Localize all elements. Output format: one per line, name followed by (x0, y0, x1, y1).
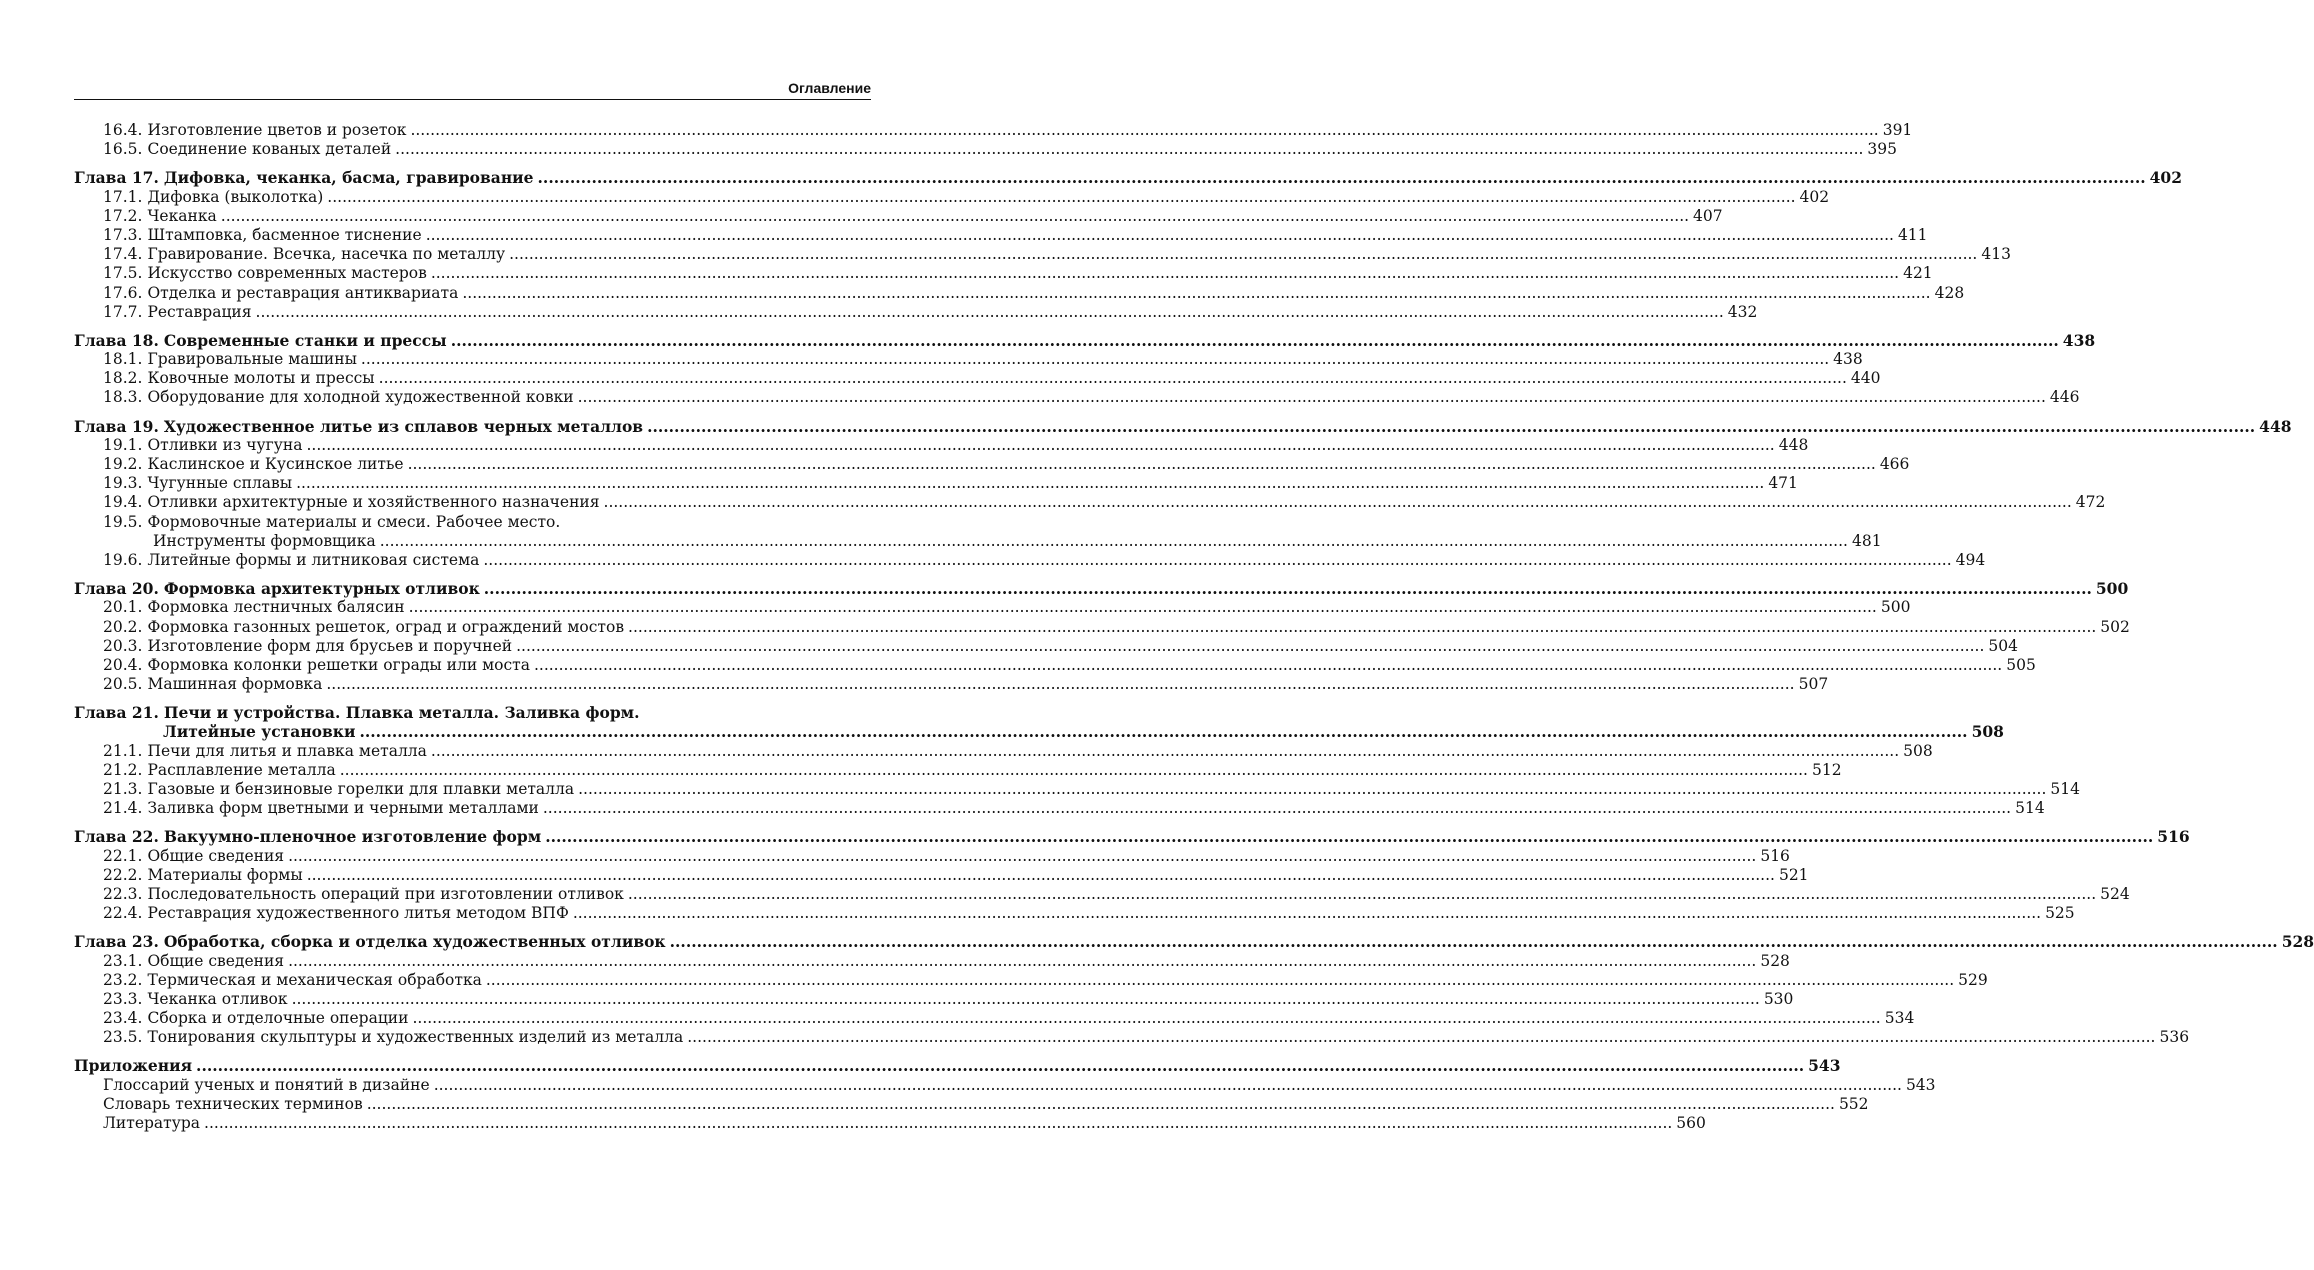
toc-section[interactable] (74, 865, 1809, 885)
table-of-contents (74, 121, 2314, 1133)
dot-leader (327, 188, 1795, 207)
toc-appendix-item[interactable] (74, 1075, 1936, 1095)
page-number: 514 (2015, 799, 2045, 818)
page-number: 446 (2049, 388, 2080, 407)
section-title: Формовочные материалы и смеси. Рабочее место. (147, 512, 561, 531)
dot-leader (288, 952, 1756, 971)
dot-leader (486, 971, 1954, 990)
page-number: 543 (1905, 1075, 1936, 1094)
dot-leader (288, 847, 1756, 866)
toc-section[interactable] (74, 493, 2106, 512)
toc-section[interactable] (74, 388, 2080, 407)
section-number: 20.4. (103, 655, 143, 674)
dot-leader (543, 799, 2011, 818)
toc-section[interactable] (74, 283, 1965, 303)
section-title: Материалы формы (147, 865, 303, 884)
dot-leader (307, 866, 1775, 885)
dot-leader (326, 675, 1794, 694)
page-number: 524 (2100, 884, 2130, 903)
toc-section[interactable] (74, 474, 1798, 493)
section-number: 17.4. (103, 245, 143, 264)
section-number: 20.1. (103, 598, 143, 617)
toc-section-continuation[interactable] (74, 531, 1882, 551)
chapter-title: Современные станки и прессы (163, 330, 447, 350)
toc-chapter[interactable] (74, 932, 2314, 952)
chapter-number: Глава 23. (74, 932, 159, 952)
section-title: Реставрация художественного литья методом ВПФ (147, 904, 569, 923)
section-title: Искусство современных мастеров (147, 264, 427, 283)
toc-section[interactable] (74, 435, 1809, 455)
dot-leader (628, 618, 2096, 637)
toc-section[interactable] (74, 799, 2045, 818)
dot-leader (359, 722, 1967, 741)
page-number: 534 (1884, 1009, 1915, 1028)
page-number: 438 (2062, 330, 2096, 350)
toc-section[interactable] (74, 225, 1928, 245)
toc-chapter[interactable] (74, 703, 871, 722)
chapter-title: Вакуумно-пленочное изготовление форм (163, 827, 542, 847)
toc-section[interactable] (74, 455, 1910, 474)
section-title: Заливка форм цветными и черными металлами (147, 799, 539, 818)
dot-leader (628, 885, 2096, 904)
page-number: 411 (1897, 225, 1928, 244)
section-number: 23.3. (103, 989, 143, 1008)
running-header-title: Оглавление (788, 80, 871, 96)
toc-section[interactable] (74, 264, 1933, 283)
page-number: 402 (1799, 187, 1830, 206)
section-number: 17.5. (103, 264, 143, 283)
dot-leader (578, 388, 2046, 407)
section-number: 22.4. (103, 904, 143, 923)
dot-leader (484, 579, 2092, 598)
page-number: 448 (2259, 416, 2292, 436)
chapter-number: Глава 21. (74, 703, 159, 723)
toc-section[interactable] (74, 187, 1830, 207)
dot-leader (534, 656, 2002, 675)
section-number: 19.1. (103, 435, 143, 454)
section-title: Общие сведения (147, 846, 285, 865)
dot-leader (204, 1114, 1672, 1133)
dot-leader (367, 1095, 1835, 1114)
page-number: 438 (1833, 350, 1863, 369)
toc-section[interactable] (74, 206, 1723, 226)
dot-leader (647, 417, 2255, 436)
toc-section[interactable] (74, 904, 2075, 923)
section-title: Оборудование для холодной художественной ковки (147, 388, 574, 407)
section-number: 23.1. (103, 951, 143, 970)
toc-section[interactable] (74, 598, 1911, 617)
dot-leader (578, 780, 2046, 799)
toc-section[interactable] (74, 302, 1758, 322)
section-number: 17.7. (103, 302, 143, 321)
section-title: Чеканка (147, 206, 217, 225)
section-title: Отливки из чугуна (147, 435, 303, 454)
section-number: 19.3. (103, 474, 143, 493)
dot-leader (296, 474, 1764, 493)
header-divider (74, 99, 871, 100)
section-title: Печи для литья и плавка металла (147, 741, 427, 760)
section-title: Гравирование. Всечка, насечка по металлу (147, 245, 506, 264)
toc-appendices[interactable] (74, 1056, 1841, 1076)
toc-section[interactable] (74, 675, 1829, 694)
page-number: 432 (1727, 302, 1758, 321)
toc-chapter[interactable] (74, 168, 2182, 188)
section-number: 20.3. (103, 636, 143, 655)
toc-chapter[interactable] (74, 416, 2292, 436)
toc-section[interactable] (74, 140, 1898, 159)
dot-leader (340, 761, 1808, 780)
section-number: 17.6. (103, 283, 143, 302)
dot-leader (426, 226, 1894, 245)
dot-leader (434, 1076, 1902, 1095)
section-number: 20.2. (103, 617, 143, 636)
toc-appendix-item[interactable] (74, 1114, 1706, 1133)
section-title: Каслинское и Кусинское литье (147, 455, 404, 473)
section-title: Тонирования скульптуры и художественных изделий из металла (147, 1028, 684, 1047)
page-number: 466 (1879, 455, 1910, 473)
page-number: 530 (1763, 989, 1794, 1008)
section-title: Отливки архитектурные и хозяйственного назначения (147, 493, 600, 512)
toc-chapter[interactable] (74, 827, 2190, 847)
section-title: Изготовление форм для брусьев и поручней (147, 636, 513, 655)
section-number: 21.2. (103, 760, 143, 779)
section-title: Гравировальные машины (147, 350, 357, 369)
appendix-title: Глоссарий ученых и понятий в дизайне (103, 1075, 430, 1094)
section-number: 19.2. (103, 455, 143, 473)
dot-leader (410, 121, 1878, 140)
section-number: 19.4. (103, 493, 143, 512)
toc-section[interactable] (74, 636, 2018, 656)
section-title: Отделка и реставрация антиквариата (147, 283, 459, 302)
section-title: Сборка и отделочные операции (147, 1009, 409, 1028)
page-number: 508 (1903, 741, 1933, 760)
dot-leader (545, 827, 2153, 846)
toc-section[interactable] (74, 951, 1790, 971)
dot-leader (361, 350, 1829, 369)
page-number: 448 (1778, 435, 1809, 454)
dot-leader (431, 264, 1899, 283)
dot-leader (408, 455, 1876, 474)
section-title: Реставрация (147, 302, 252, 321)
page-number: 407 (1693, 206, 1723, 225)
dot-leader (292, 990, 1760, 1009)
section-number: 17.1. (103, 187, 143, 206)
section-number: 18.2. (103, 369, 143, 388)
section-title: Ковочные молоты и прессы (147, 369, 375, 388)
section-title: Чугунные сплавы (147, 474, 293, 493)
section-number: 17.2. (103, 206, 143, 225)
chapter-number: Глава 20. (74, 579, 159, 599)
dot-leader (462, 284, 1930, 303)
toc-section[interactable] (74, 970, 1988, 990)
toc-section[interactable] (74, 617, 2130, 637)
page-number: 413 (1981, 245, 2011, 264)
section-number: 21.1. (103, 741, 143, 760)
toc-section[interactable] (74, 760, 1842, 780)
page-number: 516 (2157, 827, 2190, 847)
dot-leader (395, 140, 1863, 159)
dot-leader (409, 598, 1877, 617)
toc-section[interactable] (74, 780, 2080, 799)
page-number: 502 (2100, 617, 2130, 636)
page-number: 504 (1988, 636, 2018, 655)
page-number: 471 (1768, 474, 1798, 493)
toc-section[interactable] (74, 846, 1790, 866)
page-number: 514 (2050, 780, 2080, 798)
toc-chapter-continuation[interactable] (74, 722, 2004, 742)
section-number: 20.5. (103, 675, 143, 694)
chapter-title: Формовка архитектурных отливок (163, 579, 480, 599)
page-number: 481 (1851, 531, 1882, 550)
section-number: 18.3. (103, 388, 143, 407)
dot-leader (516, 637, 1984, 656)
section-number: 21.4. (103, 799, 143, 818)
section-title: Формовка колонки решетки ограды или моста (147, 655, 530, 674)
section-title: Изготовление цветов и розеток (147, 121, 407, 139)
dot-leader (573, 904, 2041, 923)
dot-leader (256, 303, 1724, 322)
toc-chapter[interactable] (74, 579, 2129, 599)
dot-leader (379, 369, 1847, 388)
page-number: 529 (1958, 970, 1988, 989)
toc-section[interactable] (74, 1009, 1915, 1028)
section-title: Чеканка отливок (147, 989, 288, 1008)
chapter-title: Печи и устройства. Плавка металла. Заливка форм. (163, 703, 640, 723)
chapter-number: Глава 19. (74, 416, 159, 436)
dot-leader (380, 532, 1848, 551)
toc-section[interactable] (74, 655, 2036, 675)
chapter-number: Глава 22. (74, 827, 159, 847)
section-number: 21.3. (103, 780, 143, 798)
dot-leader (451, 331, 2059, 350)
dot-leader (538, 168, 2146, 187)
dot-leader (670, 932, 2278, 951)
page-number: 494 (1955, 550, 1986, 569)
page-number: 440 (1850, 369, 1881, 388)
section-number: 16.4. (103, 121, 143, 139)
section-number: 19.5. (103, 512, 143, 531)
section-title: Последовательность операций при изготовлении отливок (147, 884, 624, 903)
dot-leader (196, 1056, 1804, 1075)
page-number: 402 (2149, 168, 2182, 188)
appendix-title: Литература (103, 1114, 201, 1132)
page-number: 543 (1808, 1056, 1841, 1076)
chapter-title: Художественное литье из сплавов черных металлов (163, 416, 644, 436)
toc-section[interactable] (74, 884, 2130, 904)
appendix-title: Словарь технических терминов (103, 1094, 363, 1113)
toc-section[interactable] (74, 550, 1986, 570)
section-number: 23.2. (103, 970, 143, 989)
section-number: 16.5. (103, 140, 143, 159)
section-title: Расплавление металла (147, 760, 336, 779)
toc-section[interactable] (74, 1028, 2190, 1047)
chapter-number: Глава 17. (74, 168, 159, 188)
page-number: 560 (1676, 1114, 1706, 1132)
page-number: 391 (1882, 121, 1913, 139)
dot-leader (509, 245, 1977, 264)
section-title: Литейные формы и литниковая система (147, 550, 480, 569)
page-number: 507 (1798, 675, 1829, 694)
chapter-title: Дифовка, чеканка, басма, гравирование (163, 168, 534, 188)
dot-leader (412, 1009, 1880, 1028)
page-number: 536 (2159, 1028, 2190, 1047)
page-number: 472 (2075, 493, 2106, 512)
page-number: 516 (1760, 846, 1790, 865)
section-title: Газовые и бензиновые горелки для плавки металла (147, 780, 575, 798)
section-number: 23.4. (103, 1009, 143, 1028)
dot-leader (221, 207, 1689, 226)
section-title: Общие сведения (147, 951, 285, 970)
page-number: 428 (1934, 283, 1965, 302)
page-number: 500 (1880, 598, 1911, 617)
section-title: Формовка лестничных балясин (147, 598, 405, 617)
toc-section[interactable] (74, 741, 1933, 761)
toc-section[interactable] (74, 245, 2011, 264)
page-number: 521 (1778, 865, 1809, 884)
page-number: 525 (2045, 904, 2075, 923)
dot-leader (687, 1028, 2155, 1047)
dot-leader (483, 551, 1951, 570)
page-number: 505 (2006, 655, 2036, 674)
chapter-title: Литейные установки (163, 722, 356, 742)
section-number: 18.1. (103, 350, 143, 369)
toc-section[interactable] (74, 350, 1863, 369)
dot-leader (604, 493, 2072, 512)
toc-section[interactable] (74, 513, 871, 532)
toc-section[interactable] (74, 369, 1881, 388)
page-number: 500 (2095, 579, 2129, 599)
page-number: 528 (2281, 932, 2314, 952)
chapter-number: Глава 18. (74, 330, 159, 350)
section-title: Соединение кованых деталей (147, 140, 392, 159)
dot-leader (431, 742, 1899, 761)
page-number: 528 (1760, 951, 1790, 970)
chapter-title: Обработка, сборка и отделка художественных отливок (163, 932, 666, 952)
section-number: 17.3. (103, 225, 143, 244)
toc-chapter[interactable] (74, 330, 2096, 350)
section-title: Машинная формовка (147, 675, 323, 694)
section-number: 19.6. (103, 550, 143, 569)
section-number: 22.2. (103, 865, 143, 884)
page-number: 508 (1971, 722, 2004, 742)
toc-appendix-item[interactable] (74, 1094, 1869, 1114)
toc-section[interactable] (74, 121, 1913, 140)
appendices-title: Приложения (74, 1056, 193, 1076)
section-title: Инструменты формовщика (153, 531, 376, 550)
page-number: 512 (1811, 760, 1842, 779)
page-number: 395 (1867, 140, 1898, 159)
section-title: Формовка газонных решеток, оград и ограждений мостов (147, 617, 625, 636)
page-number: 552 (1838, 1094, 1869, 1113)
dot-leader (306, 436, 1774, 455)
section-number: 22.1. (103, 846, 143, 865)
page-number: 421 (1903, 264, 1933, 283)
section-title: Штамповка, басменное тиснение (147, 225, 422, 244)
section-number: 23.5. (103, 1028, 143, 1047)
section-number: 22.3. (103, 884, 143, 903)
toc-section[interactable] (74, 989, 1794, 1009)
section-title: Термическая и механическая обработка (147, 970, 482, 989)
section-title: Дифовка (выколотка) (147, 187, 324, 206)
